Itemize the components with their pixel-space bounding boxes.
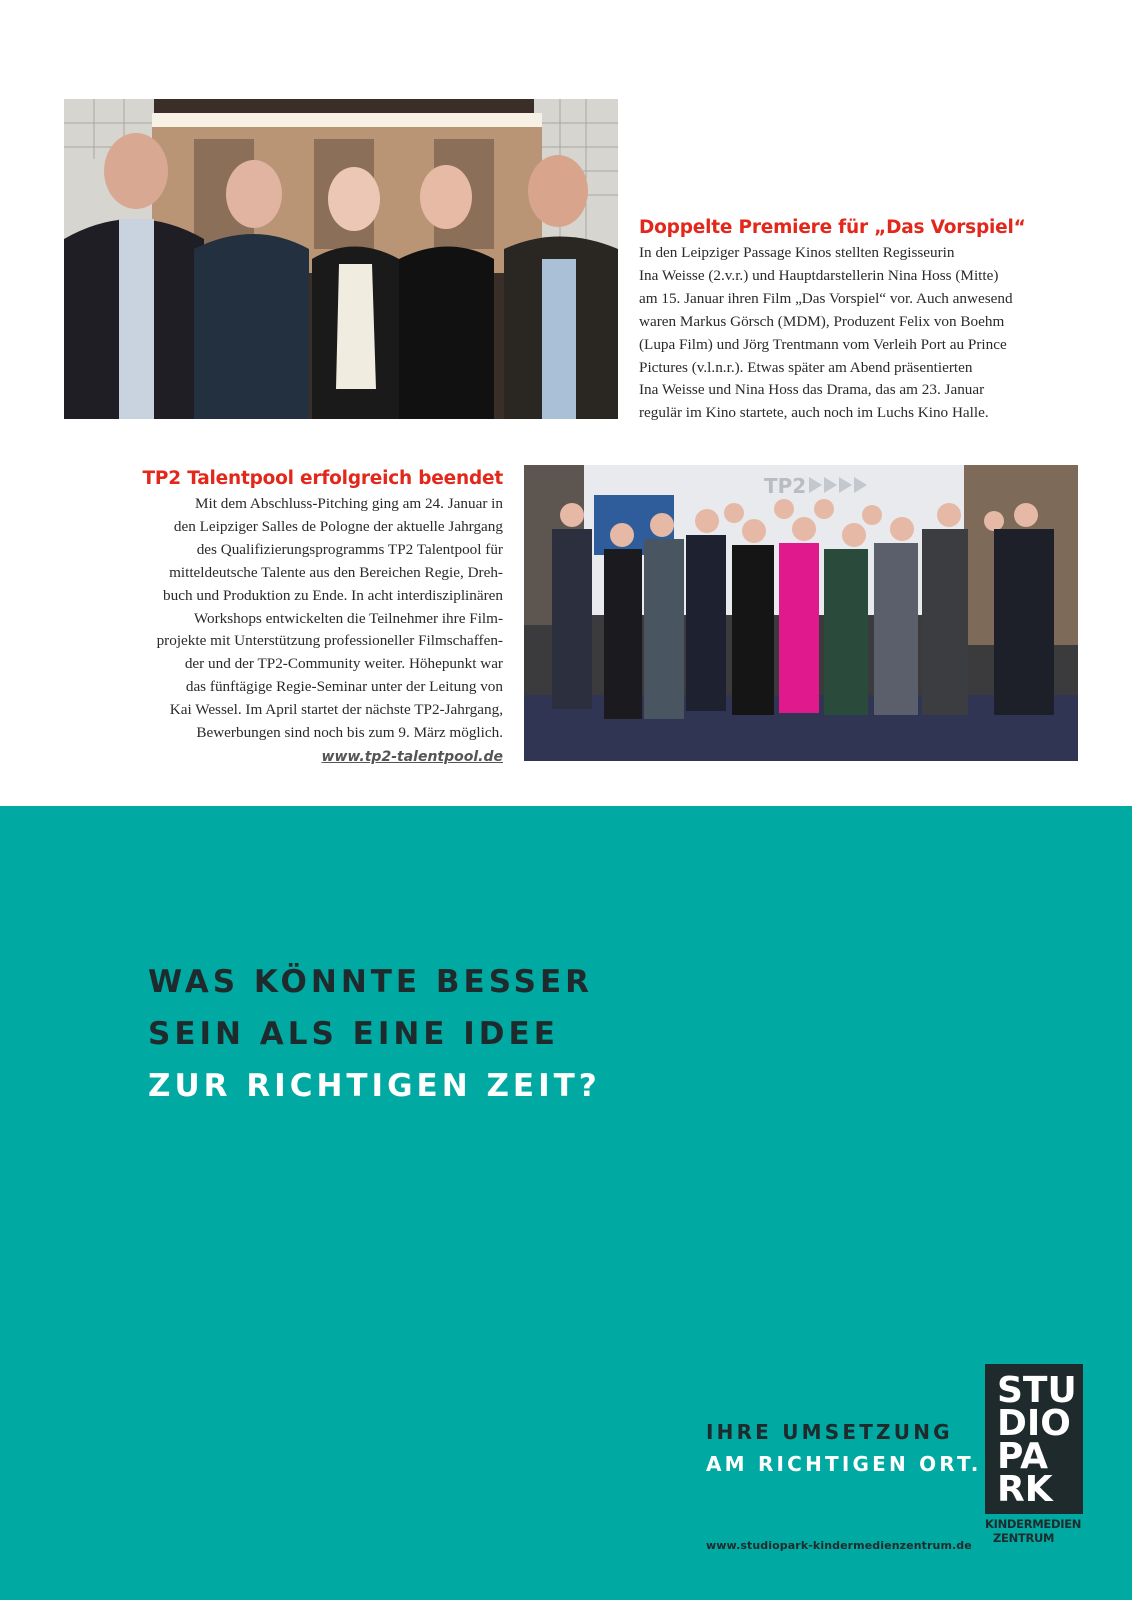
text-line: das fünftägige Regie-Seminar unter der Leitung von (185, 678, 503, 696)
text-line: waren Markus Görsch (MDM), Produzent Felix von Boehm (639, 312, 1005, 330)
premiere-photo (64, 99, 618, 419)
headline-line: SEIN ALS EINE IDEE (148, 1016, 559, 1052)
logo-line: PA (997, 1436, 1048, 1477)
headline-line: ZUR RICHTIGEN ZEIT? (148, 1068, 601, 1104)
text-line: Mit dem Abschluss-Pitching ging am 24. Januar in (195, 495, 503, 512)
text-line: Pictures (v.l.n.r.). Etwas später am Abend präsentierten (639, 358, 973, 376)
logo-line: RK (997, 1469, 1053, 1510)
text-line: projekte mit Unterstützung professioneller Filmschaffen- (156, 632, 503, 650)
studiopark-advertisement (0, 806, 1132, 1600)
text-line: des Qualifizierungsprogramms TP2 Talentpool für (196, 540, 503, 558)
text-line: Ina Weisse (2.v.r.) und Hauptdarstellerin Nina Hoss (Mitte) (639, 266, 999, 284)
logo-sub-line: KINDERMEDIEN (985, 1517, 1082, 1531)
ad-url[interactable]: www.studiopark-kindermedienzentrum.de (706, 1539, 972, 1552)
tagline-line: IHRE UMSETZUNG (706, 1420, 953, 1444)
logo-sub-line: ZENTRUM (993, 1531, 1055, 1545)
logo-box (985, 1364, 1083, 1514)
text-line: buch und Produktion zu Ende. In acht interdisziplinären (163, 586, 503, 604)
text-line: den Leipziger Salles de Pologne der aktuelle Jahrgang (173, 517, 503, 535)
text-line: mitteldeutsche Talente aus den Bereichen Regie, Dreh- (169, 563, 503, 581)
logo-line: DIO (997, 1403, 1071, 1444)
text-line: Bewerbungen sind noch bis zum 9. März möglich. (196, 724, 503, 742)
text-line: Ina Weisse und Nina Hoss das Drama, das am 23. Januar (639, 381, 985, 399)
ad-headline (148, 956, 601, 1112)
text-line: In den Leipziger Passage Kinos stellten Regisseurin (639, 244, 955, 261)
talentpool-link[interactable]: www.tp2-talentpool.de (321, 748, 503, 765)
article-talentpool-title: TP2 Talentpool erfolgreich beendet (142, 468, 503, 489)
article-premiere-title: Doppelte Premiere für „Das Vorspiel“ (639, 217, 1026, 238)
text-line: regulär im Kino startete, auch noch im Luchs Kino Halle. (639, 404, 989, 422)
ad-tagline (706, 1416, 982, 1480)
article-talentpool (80, 466, 503, 769)
text-line: Kai Wessel. Im April startet der nächste TP2-Jahrgang, (169, 701, 503, 719)
talentpool-group-photo (524, 465, 1078, 761)
studiopark-logo (985, 1364, 1083, 1545)
tagline-line: AM RICHTIGEN ORT. (706, 1452, 982, 1476)
logo-line: STU (997, 1370, 1077, 1411)
text-line: (Lupa Film) und Jörg Trentmann vom Verleih Port au Prince (639, 335, 1007, 353)
tp2-banner-text: TP2 (764, 474, 807, 498)
text-line: der und der TP2-Community weiter. Höhepunkt war (184, 655, 503, 673)
text-line: am 15. Januar ihren Film „Das Vorspiel“ vor. Auch anwesend (639, 289, 1013, 307)
article-premiere (639, 215, 1079, 425)
text-line: Workshops entwickelten die Teilnehmer ihre Film- (193, 609, 503, 627)
headline-line: WAS KÖNNTE BESSER (148, 964, 594, 1000)
logo-subtitle (985, 1517, 1083, 1545)
